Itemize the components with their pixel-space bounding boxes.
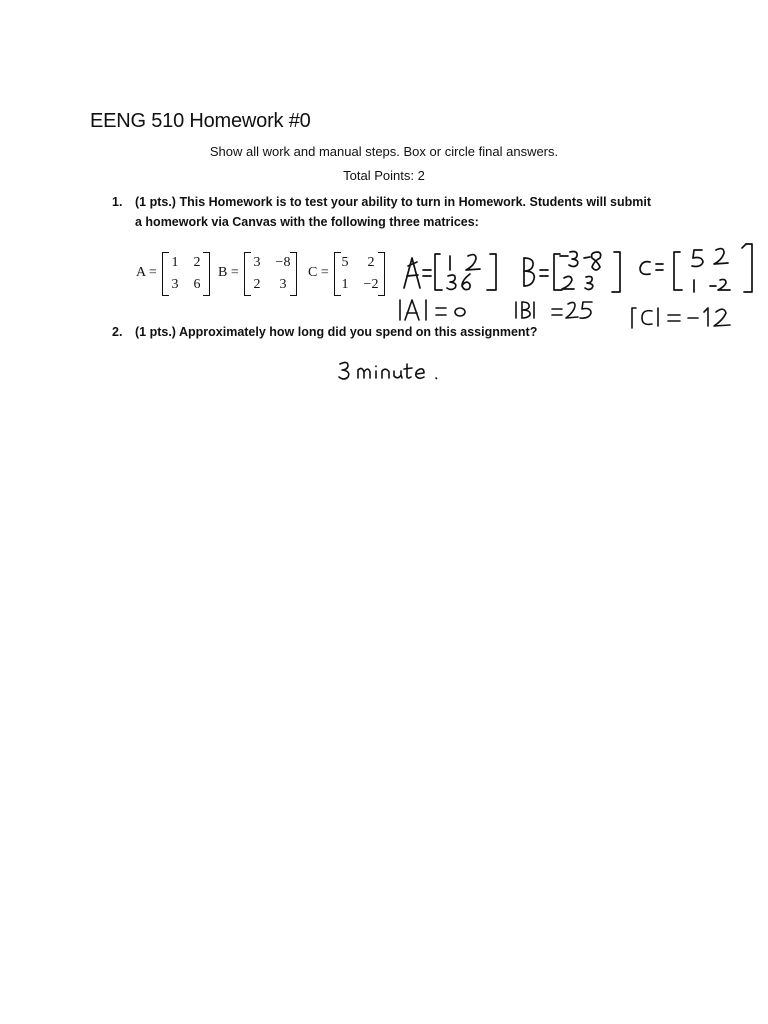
document-instructions: Show all work and manual steps. Box or circle final answers. <box>209 144 559 159</box>
handwritten-time-answer <box>336 356 446 386</box>
handwritten-matrix-a <box>398 246 510 294</box>
question-text: (1 pts.) This Homework is to test your ability to turn in Homework. Students will submit a homework via Canvas with the following three matrices: <box>135 195 652 229</box>
matrix-cell: 1 <box>171 255 179 270</box>
matrix-cell: 2 <box>193 255 201 270</box>
question-number: 2. <box>112 325 123 339</box>
question-number: 1. <box>112 195 123 209</box>
total-points: Total Points: 2 <box>343 168 425 183</box>
matrix-cell: 1 <box>341 277 349 292</box>
question-1 <box>112 192 655 232</box>
matrix-cell: 2 <box>367 255 375 270</box>
matrix-cell: 3 <box>171 277 179 292</box>
matrix-cell: 3 <box>279 277 287 292</box>
question-2 <box>112 322 655 342</box>
matrix-label: B = <box>218 265 239 280</box>
question-text: (1 pts.) Approximately how long did you spend on this assignment? <box>135 325 538 339</box>
right-bracket <box>203 252 210 296</box>
matrix-label: C = <box>308 265 329 280</box>
matrix-cell: −8 <box>275 255 291 270</box>
matrix-cell: 3 <box>253 255 261 270</box>
matrix-label: A = <box>136 265 157 280</box>
matrix-cell: 6 <box>193 277 201 292</box>
matrix-cell: 5 <box>341 255 349 270</box>
matrix-cell: −2 <box>363 277 379 292</box>
handwritten-matrix-c <box>634 240 764 298</box>
right-bracket <box>290 252 297 296</box>
document-title: EENG 510 Homework #0 <box>90 110 311 132</box>
right-bracket <box>378 252 385 296</box>
handwritten-matrix-b <box>516 246 632 296</box>
matrix-cell: 2 <box>253 277 261 292</box>
